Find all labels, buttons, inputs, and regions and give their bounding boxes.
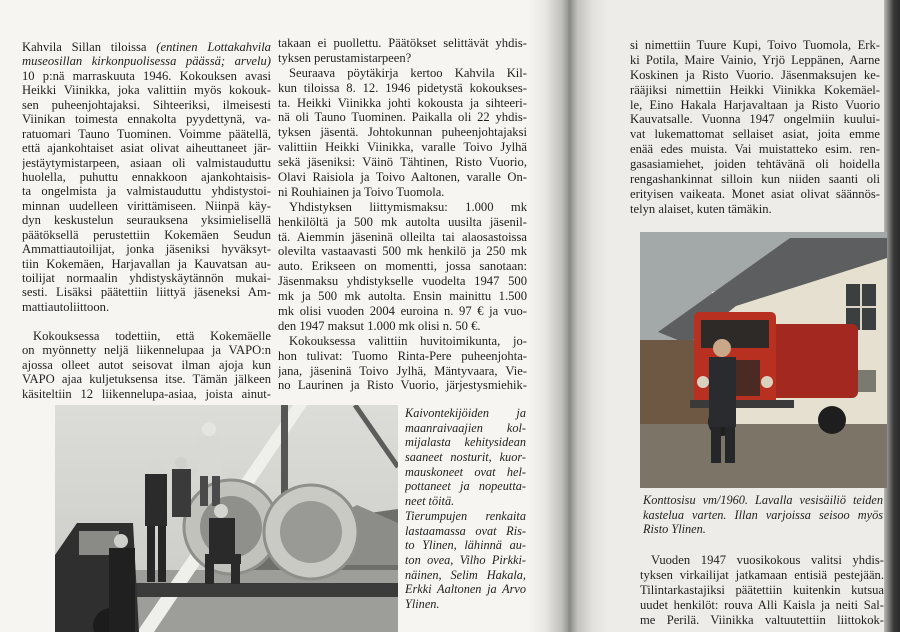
photo-crane-loading-pipe-rings — [55, 405, 398, 632]
paragraph — [405, 406, 526, 509]
text-line: mk olisi vuoden 2004 euroina n. 97 € ja vuo- — [278, 304, 527, 319]
text-line: auto. Erikseen on momentti, jossa sanotaan: — [278, 259, 527, 274]
text-line: me Perilä. Viinikka valtuutettiin liittokok- — [640, 612, 884, 627]
text-line: valittiin Heikki Viinikka, varalle Toivo Jylhä — [278, 140, 527, 155]
paragraph — [278, 334, 527, 394]
text-line: museosillan kirkonpuolisessa päässä; arvelu) — [22, 54, 271, 69]
text-line: sekä jäseniksi: Väinö Tähtinen, Risto Vuorio, — [278, 155, 527, 170]
text-line: uudet henkilöt: rouva Alli Kaisla ja neiti Sal- — [640, 597, 884, 612]
pipe-ring — [264, 485, 358, 579]
text-line: Ammattiautoilijat, jonka jäseniksi hyväksyt- — [22, 242, 271, 257]
text-line: hon tulivat: Tuomo Rinta-Pere puheenjohta- — [278, 348, 527, 363]
text-line: ni Rouhiainen ja Toivo Tuomola. — [278, 184, 445, 199]
paragraph — [630, 38, 880, 217]
text-line: Viinikan toimesta ennakolta pyydettynä, va- — [22, 112, 271, 127]
left-page-column-1 — [22, 40, 271, 401]
paragraph — [22, 329, 271, 401]
paragraph — [405, 509, 526, 612]
paragraph — [278, 66, 527, 200]
text-line: jestäytymistarpeen, asiaan oli valmistauduttu — [22, 155, 271, 170]
text-line: takaan ei puollettu. Päätökset selittävät yhdis- — [278, 36, 527, 50]
text-line: mattiautoliittoon. — [22, 299, 110, 314]
paragraph — [278, 36, 527, 66]
wheel — [818, 406, 846, 434]
right-page-text-bottom — [640, 553, 884, 627]
text-line: Seuraava pöytäkirja kertoo Kahvila Kil- — [289, 65, 527, 80]
text-line: mauskoneet ovat hel- — [405, 464, 526, 479]
text-line: ta ongelmista ja valmistauduttu yhdistystoi- — [22, 184, 271, 199]
text-line: sesti. Lisäksi päätettiin liittyä jäseneksi Am- — [22, 285, 271, 300]
text-line: neet töitä. — [405, 494, 455, 509]
text-line: tiin Kokemäen, Harjavallan ja Kauvatsan au- — [22, 256, 271, 271]
text-line: Olavi Raisiola ja Toivo Aaltonen, varalle On- — [278, 170, 527, 185]
bumper — [690, 400, 794, 408]
text-line: enää edes muista. Vai muistatteko esim. ren- — [630, 142, 880, 157]
text-line: Jäsenmaksu yhdistykselle vuodelta 1947 500 — [278, 274, 527, 289]
text-line: Tilintarkastajiksi päätettiin kuitenkin kutsua — [640, 582, 884, 597]
text-line: olevilta vastaavasti 500 mk henkilö ja 250 mk — [278, 244, 527, 259]
text-line: Risto Ylinen. — [643, 522, 706, 537]
text-line: no Laurinen ja Risto Vuorio, järjestysmiehik- — [278, 378, 527, 393]
text-line: le, Eino Hakala Harjavaltaan ja Risto Vuorio — [630, 97, 880, 112]
text-line: si nimettiin Tuure Kupi, Toivo Tuomola, Erk- — [630, 38, 880, 52]
paragraph — [640, 553, 884, 627]
text-line: ta. Heikki Viinikka johti kokousta ja sihteeri- — [278, 95, 527, 110]
italic-text-span: (entinen Lottakahvila — [156, 40, 271, 54]
photo-red-truck — [640, 232, 887, 488]
headlight — [761, 376, 773, 388]
photo-image — [640, 232, 887, 488]
photo-image — [55, 405, 398, 632]
worker — [109, 534, 135, 632]
text-line: Koskinen ja Risto Vuorio. Jäsenmaksujen ke- — [630, 67, 880, 82]
text-line: näinen, Selim Hakala, — [405, 567, 526, 582]
text-line: Kauvatsalle. Vuonna 1947 ongelmiin kuului- — [630, 112, 880, 127]
photo-caption-left — [405, 406, 526, 612]
paragraph — [22, 69, 271, 314]
text-line: on myönnetty neljä liikennelupaa ja VAPO:n — [22, 343, 271, 358]
text-line: ratuomari Tauno Tuominen. Voimme päätellä, — [22, 126, 271, 141]
text-line: mijalasta kehitysidean — [405, 435, 526, 450]
text-line: kastelua varten. Illan varjoissa seisoo myös — [643, 507, 883, 522]
text-line: telyn alaiset, kuten tämäkin. — [630, 201, 772, 216]
text-line: saaneet nosturit, kuor- — [405, 450, 526, 465]
text-line: minnan uudelleen virittämiseen. Niinpä käy- — [22, 198, 271, 213]
text-line: Vuoden 1947 vuosikokous valitsi yhdis- — [651, 553, 884, 567]
text-line: kun tiloissa 8. 12. 1946 pidetystä kokoukses- — [278, 80, 527, 95]
text-line: käsiteltiin 12 liikennelupa-asiaa, joista ainut- — [22, 386, 271, 401]
text-line: Kokouksessa valittiin huvitoimikunta, jo- — [289, 333, 527, 348]
text-line: dyn keskustelun seurauksena yksimielisellä — [22, 213, 271, 228]
text-line: Ylinen. — [405, 596, 440, 611]
text-line: toilijat normaalin yhdistyskäytännön mukai- — [22, 271, 271, 285]
text-line: VAPO ajaa kuljetuksensa itse. Tämän jälkeen — [22, 372, 271, 387]
text-line: Erkki Aaltonen ja Arvo — [405, 582, 526, 597]
photo-caption-right — [643, 493, 883, 537]
text-line: Yhdistyksen liittymismaksu: 1.000 mk — [289, 199, 527, 214]
text-line: sen puheenjohtajaksi. Sihteeriksi, ilmeisesti — [22, 97, 271, 112]
text-line: Kaivontekijöiden ja — [405, 406, 526, 420]
book-gutter-shadow — [528, 0, 608, 632]
headlight — [697, 376, 709, 388]
text-line: to Ylinen, lähinnä au- — [405, 538, 526, 553]
water-tank — [762, 324, 858, 398]
text-line: Kokouksessa todettiin, että Kokemäelle — [33, 328, 271, 343]
text-line: maanraivaajien kol- — [405, 420, 526, 435]
windshield — [701, 320, 769, 348]
text-line: gasasiamiehet, joiden tehtävänä oli hoidella — [630, 157, 880, 172]
truck-bed — [115, 583, 398, 597]
text-line: pottaneet ja nopeutta- — [405, 479, 526, 494]
text-line: 10 p:nä marraskuuta 1946. Kokouksen avasi — [22, 68, 271, 83]
text-line: tyksen virkailijat jatkamaan entisiä pestejään. — [640, 567, 884, 582]
text-line: ton ovea, Vilho Pirkki- — [405, 552, 526, 567]
text-line: päätöksellä perustettiin Kokemäen Seudun — [22, 227, 271, 242]
text-line: että ajankohtaiset asiat olivat aiheuttaneet jär- — [22, 141, 271, 156]
ground — [640, 424, 887, 488]
text-line: Tierumpujen renkaita — [405, 508, 526, 523]
text-line: tä. Aiemmin jäseninä olleilta tai alaosastoissa — [278, 229, 527, 244]
text-line: jana, jäseninä Toivo Jylhä, Mäntyvaara, Vie- — [278, 363, 527, 378]
text-line: Heikki Viinikka, joka valittiin myös kokouk- — [22, 83, 271, 98]
text-line: vat lukemattomat sellaiset asiat, joita emme — [630, 127, 880, 142]
text-line: nä oli Tauno Tuominen. Paikalla oli 22 yhdis- — [278, 110, 527, 125]
paragraph — [278, 200, 527, 334]
text-line: lastaamassa ovat Ris- — [405, 523, 526, 538]
text-line: tyksen jäsentä. Johtokunnan puheenjohtajaksi — [278, 125, 527, 140]
text-line: Konttosisu vm/1960. Lavalla vesisäiliö teiden — [643, 493, 883, 507]
text-line — [22, 40, 271, 54]
text-line: den 1947 maksut 1.000 mk olisi n. 50 €. — [278, 318, 481, 333]
paragraph-gap — [22, 314, 271, 328]
text-line: mk ja 500 mk autolta. Ensin mainittu 1.500 — [278, 289, 527, 304]
text-line: ajossa olleet autot seisovat ilman ajoja kun — [22, 357, 271, 372]
text-line: huolella, puhuttu ennakkoon ajankohtaisis- — [22, 169, 271, 184]
text-line: ki Potila, Maire Vainio, Yrjö Leppänen, Aarne — [630, 52, 880, 67]
right-page-text-top — [630, 38, 880, 217]
text-span: Kahvila Sillan tiloissa — [22, 40, 147, 54]
text-line: erityisen vaikeata. Monet asiat olivat säännös- — [630, 186, 880, 201]
left-page-column-2 — [278, 36, 527, 393]
text-line: rääjiksi nimettiin Heikki Viinikka Kokemäel- — [630, 82, 880, 97]
text-line: tyksen perustamistarpeen? — [278, 50, 412, 65]
text-line: rengashankinnat silloin kun niiden saanti oli — [630, 172, 880, 187]
text-line: henkilöltä ja 500 mk autolta uusilta jäsenil- — [278, 214, 527, 229]
